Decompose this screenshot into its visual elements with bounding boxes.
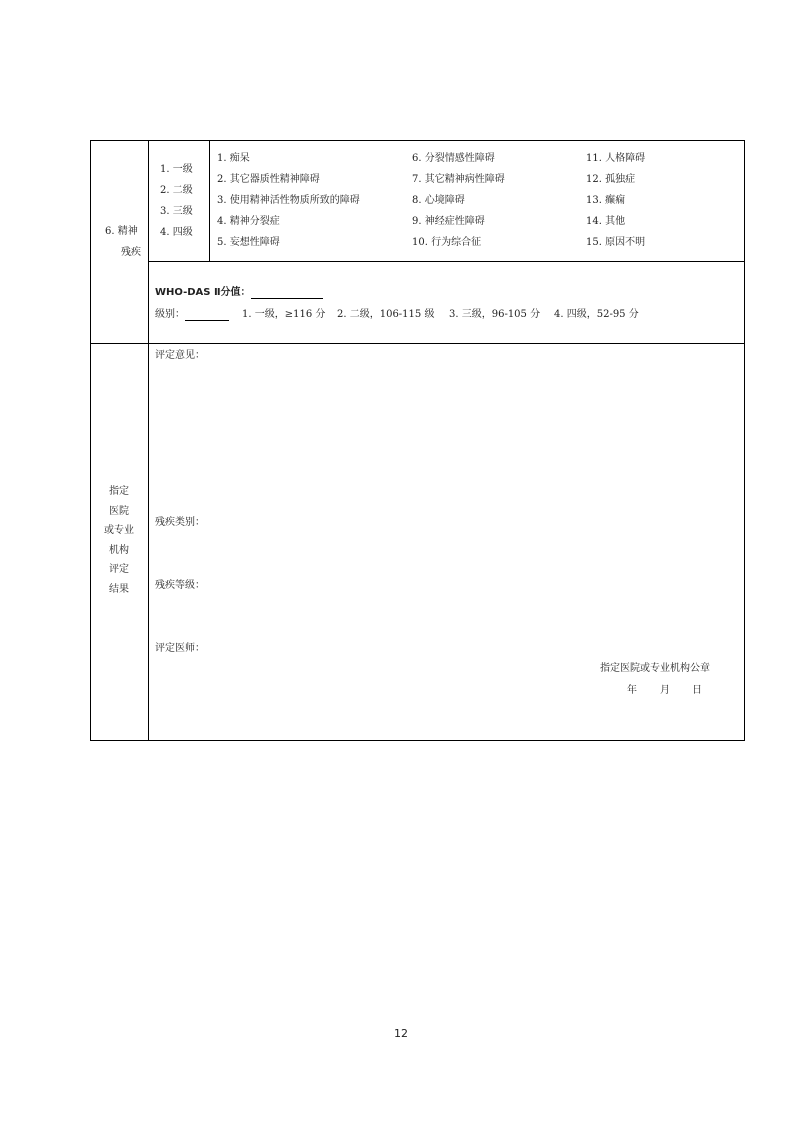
date-day: 日	[692, 685, 702, 696]
type-item: 10. 行为综合征	[412, 237, 482, 248]
level-option: 4. 四级，52-95 分	[554, 309, 639, 320]
type-item: 14. 其他	[586, 216, 626, 227]
date-month: 月	[660, 685, 670, 696]
result-label-line: 指定	[109, 486, 129, 497]
category-label: 残疾类别：	[155, 517, 205, 528]
type-item: 9. 神经症性障碍	[412, 216, 485, 227]
level-option: 2. 二级，106-115 级	[337, 309, 435, 320]
level-option: 3. 三级，96-105 分	[449, 309, 541, 320]
who-das-row	[155, 287, 323, 299]
section6-label-line2: 残疾	[121, 247, 141, 258]
result-label-line: 或专业	[104, 525, 134, 536]
level-blank[interactable]	[185, 310, 229, 321]
type-item: 8. 心境障碍	[412, 195, 465, 206]
result-label-line: 医院	[109, 505, 129, 517]
section6-label-line1: 6. 精神	[105, 226, 138, 237]
level-label: 级别：	[155, 309, 185, 320]
grade-item: 1. 一级	[160, 164, 193, 175]
type-item: 6. 分裂情感性障碍	[412, 153, 495, 164]
who-das-blank[interactable]	[251, 288, 323, 299]
who-das-label: WHO-DAS Ⅱ分值：	[155, 287, 251, 298]
type-item: 7. 其它精神病性障碍	[412, 174, 505, 185]
type-item: 15. 原因不明	[586, 237, 646, 248]
grade-item: 3. 三级	[160, 206, 193, 217]
type-item: 13. 癫痫	[586, 195, 626, 206]
type-item: 2. 其它器质性精神障碍	[217, 174, 320, 185]
result-label-line: 机构	[109, 544, 129, 556]
type-item: 1. 痴呆	[217, 153, 250, 164]
type-item: 12. 孤独症	[586, 174, 636, 185]
date-year: 年	[627, 685, 637, 696]
page-number: 12	[394, 1027, 408, 1040]
type-item: 5. 妄想性障碍	[217, 237, 280, 248]
seal-label: 指定医院或专业机构公章	[600, 663, 710, 674]
result-label	[90, 482, 148, 599]
section6-label	[105, 226, 138, 238]
opinion-label: 评定意见：	[155, 350, 205, 361]
result-label-line: 结果	[109, 583, 129, 595]
grade-label: 残疾等级：	[155, 580, 205, 591]
type-item: 3. 使用精神活性物质所致的障碍	[217, 195, 360, 206]
level-field	[155, 309, 229, 321]
section6-label-2	[121, 247, 141, 259]
type-item: 11. 人格障碍	[586, 153, 646, 164]
level-option: 1. 一级，≥116 分	[242, 309, 326, 320]
doctor-label: 评定医师：	[155, 643, 205, 654]
type-item: 4. 精神分裂症	[217, 216, 280, 227]
grade-item: 4. 四级	[160, 227, 193, 238]
result-label-line: 评定	[109, 564, 129, 575]
grade-item: 2. 二级	[160, 185, 193, 196]
